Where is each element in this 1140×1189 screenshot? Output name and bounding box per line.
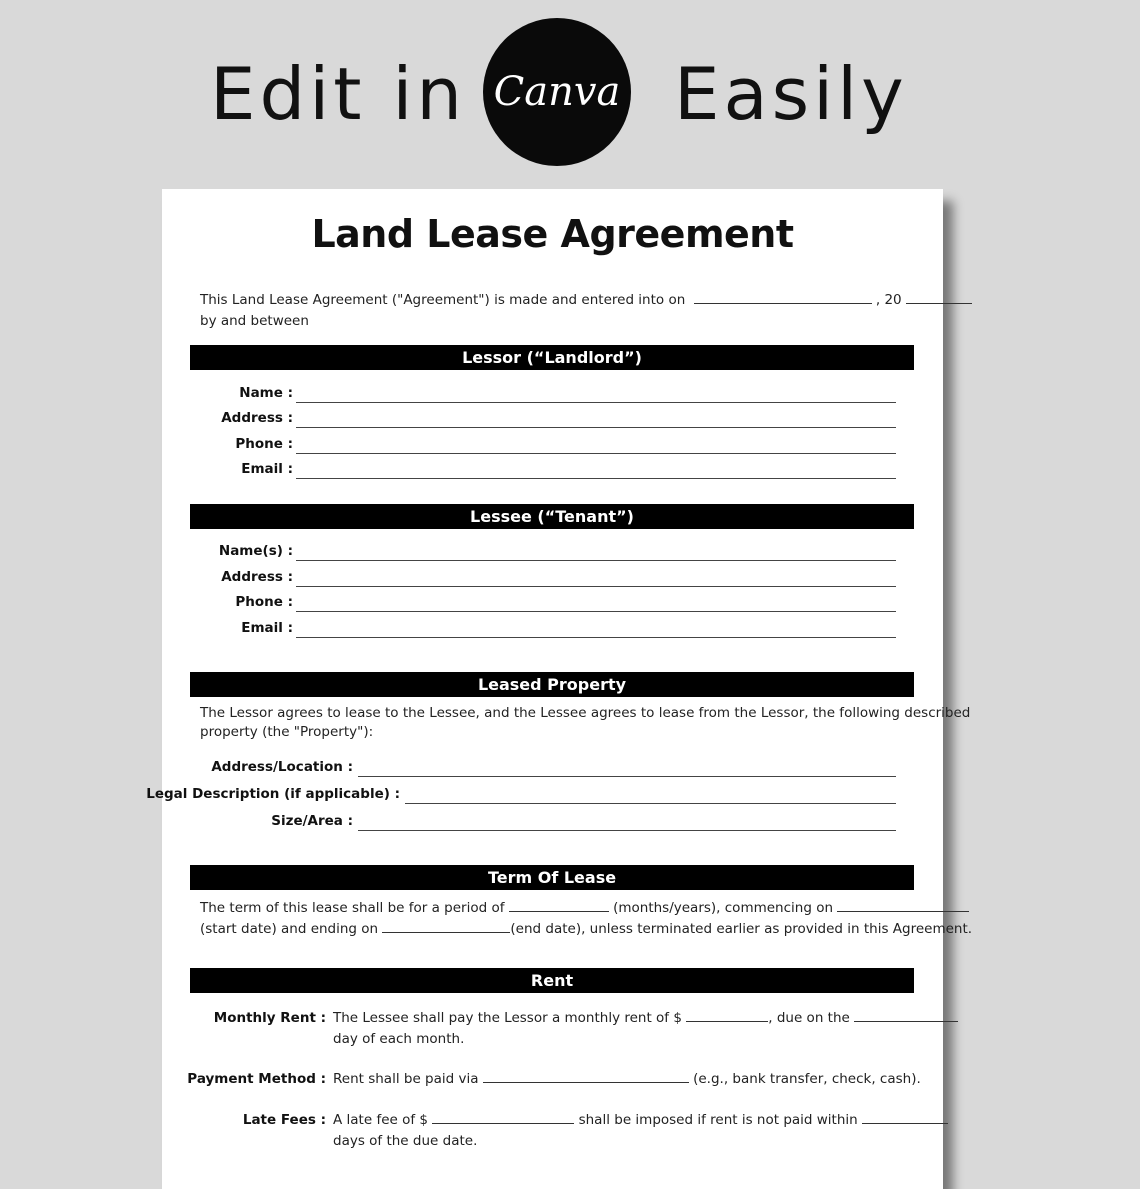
- late-fees-label: Late Fees :: [242, 1112, 326, 1128]
- monthly-rent-line-2: day of each month.: [333, 1031, 465, 1047]
- term-text: (end date), unless terminated earlier as provided in this Agreement.: [510, 921, 973, 937]
- rent-text: Rent shall be paid via: [333, 1071, 479, 1087]
- property-legal-field[interactable]: [146, 784, 943, 804]
- lessee-email-field[interactable]: [162, 618, 943, 638]
- field-line[interactable]: [358, 776, 896, 777]
- field-label: Address :: [221, 410, 293, 426]
- field-line[interactable]: [296, 478, 896, 479]
- monthly-rent-line-1: [333, 1008, 958, 1029]
- field-label: Phone :: [235, 436, 293, 452]
- date-blank[interactable]: [694, 290, 872, 304]
- field-label: Name(s) :: [218, 543, 293, 559]
- banner: [0, 18, 1140, 168]
- field-label: Phone :: [235, 594, 293, 610]
- field-label: Size/Area :: [271, 813, 353, 829]
- property-address-field[interactable]: [162, 757, 943, 777]
- lessor-phone-field[interactable]: [162, 434, 943, 454]
- rent-text: (e.g., bank transfer, check, cash).: [693, 1071, 921, 1087]
- start-date-blank[interactable]: [837, 898, 969, 912]
- field-label: Email :: [241, 461, 293, 477]
- late-fees-line-2: days of the due date.: [333, 1133, 478, 1149]
- payment-method-label: Payment Method :: [187, 1071, 326, 1087]
- lessor-email-field[interactable]: [162, 459, 943, 479]
- lessee-header: Lessee (“Tenant”): [190, 504, 914, 529]
- year-blank[interactable]: [906, 290, 972, 304]
- lessee-names-field[interactable]: [162, 541, 943, 561]
- property-size-field[interactable]: [162, 811, 943, 831]
- rent-text: A late fee of $: [333, 1112, 428, 1128]
- lessee-address-field[interactable]: [162, 567, 943, 587]
- period-blank[interactable]: [509, 898, 609, 912]
- field-line[interactable]: [296, 637, 896, 638]
- field-line[interactable]: [296, 427, 896, 428]
- canva-logo: [483, 18, 631, 166]
- intro-text: This Land Lease Agreement ("Agreement") is made and entered into on: [200, 292, 686, 308]
- rent-amount-blank[interactable]: [686, 1008, 768, 1022]
- term-text: The term of this lease shall be for a period of: [200, 900, 505, 916]
- banner-text-right: Easily: [674, 52, 908, 136]
- field-line[interactable]: [296, 402, 896, 403]
- field-line[interactable]: [296, 453, 896, 454]
- end-date-blank[interactable]: [382, 919, 510, 933]
- field-line[interactable]: [296, 586, 896, 587]
- lessee-phone-field[interactable]: [162, 592, 943, 612]
- rent-text: , due on the: [768, 1010, 850, 1026]
- grace-days-blank[interactable]: [862, 1110, 948, 1124]
- term-header: Term Of Lease: [190, 865, 914, 890]
- field-label: Email :: [241, 620, 293, 636]
- lessor-address-field[interactable]: [162, 408, 943, 428]
- property-text-1: The Lessor agrees to lease to the Lessee, and the Lessee agrees to lease from the Lessor, the following described: [200, 705, 971, 721]
- property-header: Leased Property: [190, 672, 914, 697]
- canva-logo-text: Canva: [493, 69, 621, 115]
- rent-text: The Lessee shall pay the Lessor a monthly rent of $: [333, 1010, 682, 1026]
- banner-text-left: Edit in: [210, 52, 466, 136]
- intro-year: , 20: [875, 292, 902, 308]
- field-label: Legal Description (if applicable) :: [146, 786, 400, 802]
- field-label: Name :: [239, 385, 293, 401]
- rent-header: Rent: [190, 968, 914, 993]
- monthly-rent-label: Monthly Rent :: [213, 1010, 326, 1026]
- rent-text: shall be imposed if rent is not paid within: [578, 1112, 858, 1128]
- field-line[interactable]: [358, 830, 896, 831]
- document-page: [146, 189, 973, 1189]
- field-line[interactable]: [296, 611, 896, 612]
- intro-line-2: by and between: [200, 313, 309, 329]
- field-line[interactable]: [296, 560, 896, 561]
- due-day-blank[interactable]: [854, 1008, 958, 1022]
- lessor-name-field[interactable]: [162, 383, 943, 403]
- field-line[interactable]: [405, 803, 896, 804]
- document-title: Land Lease Agreement: [311, 212, 794, 256]
- term-text: (months/years), commencing on: [613, 900, 834, 916]
- term-line-1: [200, 898, 969, 919]
- property-text-2: property (the "Property"):: [200, 724, 374, 740]
- late-fee-blank[interactable]: [432, 1110, 574, 1124]
- intro-line-1: [200, 290, 972, 311]
- late-fees-line-1: [333, 1110, 948, 1131]
- lessor-header: Lessor (“Landlord”): [190, 345, 914, 370]
- field-label: Address/Location :: [211, 759, 353, 775]
- term-text: (start date) and ending on: [200, 921, 379, 937]
- payment-method-blank[interactable]: [483, 1069, 689, 1083]
- payment-method-line: [333, 1069, 921, 1090]
- field-label: Address :: [221, 569, 293, 585]
- term-line-2: [200, 919, 972, 940]
